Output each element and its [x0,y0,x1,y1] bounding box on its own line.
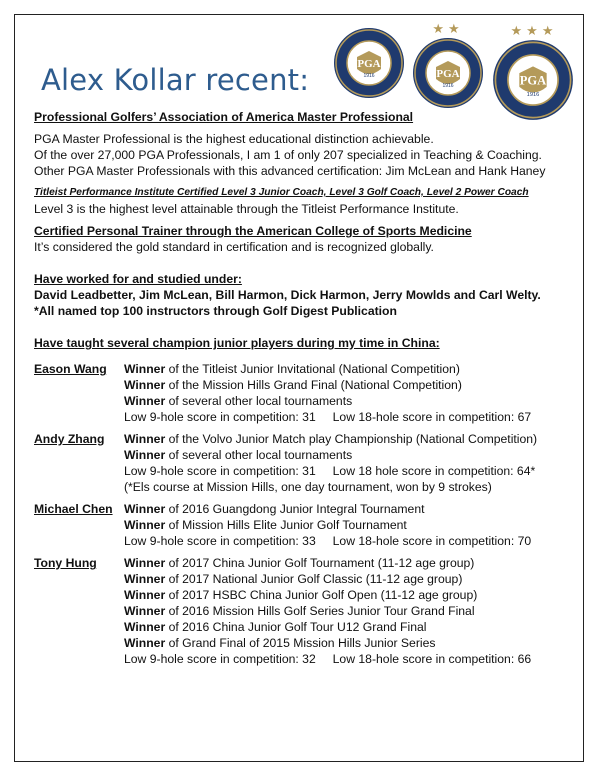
achievement-text: of 2016 China Junior Golf Tour U12 Grand Final [165,620,427,634]
winner-label: Winner [124,378,166,392]
achievement-line [124,501,574,517]
winner-label: Winner [124,604,166,618]
achievement-line [124,361,574,377]
achievement-line [124,517,574,533]
achievement-line [124,555,574,571]
instructors-note: *All named top 100 instructors through Golf Digest Publication [34,304,397,318]
pga-badge-icon [333,27,405,99]
section-heading-acsm: Certified Personal Trainer through the American College of Sports Medicine [34,224,472,238]
achievement-text: of 2017 China Junior Golf Tournament (11-12 age group) [165,556,475,570]
pga-line: Other PGA Master Professionals with this advanced certification: Jim McLean and Hank Haney [34,164,546,178]
pga-line: Of the over 27,000 PGA Professionals, I am 1 of only 207 specialized in Teaching & Coaching. [34,148,542,162]
pga-line: PGA Master Professional is the highest educational distinction achievable. [34,132,434,146]
achievement-text: of several other local tournaments [165,394,353,408]
section-heading-worked: Have worked for and studied under: [34,272,242,286]
achievement-line [124,393,574,409]
player-achievements [124,501,574,549]
pga-certified-logo [412,37,484,109]
pga-badge-icon [412,37,484,109]
winner-label: Winner [124,636,166,650]
acsm-line: It’s considered the gold standard in certification and is recognized globally. [34,240,434,254]
player-name: Michael Chen [34,502,113,516]
achievement-text: Low 9-hole score in competition: 31 Low 18 hole score in competition: 64* [124,464,536,478]
player-name: Eason Wang [34,362,107,376]
achievement-text: of 2016 Mission Hills Golf Series Junior Tour Grand Final [165,604,475,618]
section-heading-taught: Have taught several champion junior players during my time in China: [34,336,440,350]
achievement-text: (*Els course at Mission Hills, one day tournament, won by 9 strokes) [124,480,492,494]
player-achievements [124,361,574,425]
winner-label: Winner [124,588,166,602]
achievement-text: Low 9-hole score in competition: 33 Low 18-hole score in competition: 70 [124,534,532,548]
player-entry [34,361,574,425]
achievement-line [124,431,574,447]
achievement-text: of Mission Hills Elite Junior Golf Tournament [165,518,407,532]
winner-label: Winner [124,362,166,376]
document-page [14,14,584,762]
achievement-line [124,635,574,651]
player-name: Tony Hung [34,556,97,570]
pga-professional-logo [333,27,405,99]
achievement-line [124,377,574,393]
winner-label: Winner [124,432,166,446]
player-entry [34,431,574,495]
achievement-line [124,619,574,635]
winner-label: Winner [124,620,166,634]
pga-logo-label: PGA [519,73,547,88]
player-entry [34,501,574,549]
achievement-line [124,463,574,479]
achievement-line [124,409,574,425]
stars-icon: ★★ [432,21,464,36]
player-achievements [124,431,574,495]
player-achievements [124,555,574,667]
achievement-text: of the Mission Hills Grand Final (National Competition) [165,378,462,392]
winner-label: Winner [124,572,166,586]
achievement-line [124,479,574,495]
pga-logo-label: PGA [436,68,460,80]
achievement-text: of Grand Final of 2015 Mission Hills Junior Series [165,636,436,650]
achievement-text: of several other local tournaments [165,448,353,462]
achievement-text: Low 9-hole score in competition: 31 Low 18-hole score in competition: 67 [124,410,532,424]
achievement-line [124,587,574,603]
instructors-list: David Leadbetter, Jim McLean, Bill Harmon, Dick Harmon, Jerry Mowlds and Carl Welty. [34,288,541,302]
pga-logo-year: 1916 [363,73,375,79]
winner-label: Winner [124,394,166,408]
achievement-line [124,603,574,619]
winner-label: Winner [124,518,166,532]
achievement-text: of 2017 National Junior Golf Classic (11-12 age group) [165,572,463,586]
achievement-text: of the Titleist Junior Invitational (National Competition) [165,362,460,376]
achievement-line [124,447,574,463]
section-heading-pga: Professional Golfers’ Association of America Master Professional [34,110,414,124]
achievement-text: of 2017 HSBC China Junior Golf Open (11-12 age group) [165,588,478,602]
section-heading-tpi: Titleist Performance Institute Certified Level 3 Junior Coach, Level 3 Golf Coach, Level 2 Power Coach [34,187,529,198]
player-name: Andy Zhang [34,432,105,446]
tpi-line: Level 3 is the highest level attainable through the Titleist Performance Institute. [34,202,459,216]
achievement-line [124,651,574,667]
achievement-line [124,533,574,549]
achievement-text: Low 9-hole score in competition: 32 Low 18-hole score in competition: 66 [124,652,532,666]
pga-logo-label: PGA [357,58,381,70]
stars-icon: ★★★ [510,23,558,38]
page-title: Alex Kollar recent: [41,63,310,97]
achievement-text: of 2016 Guangdong Junior Integral Tournament [165,502,425,516]
achievement-line [124,571,574,587]
winner-label: Winner [124,448,166,462]
winner-label: Winner [124,502,166,516]
player-entry [34,555,574,667]
document-body [34,109,574,673]
pga-logo-year: 1916 [442,83,454,89]
players-list [34,361,574,667]
pga-logo-year: 1916 [526,91,540,98]
achievement-text: of the Volvo Junior Match play Championship (National Competition) [165,432,538,446]
winner-label: Winner [124,556,166,570]
